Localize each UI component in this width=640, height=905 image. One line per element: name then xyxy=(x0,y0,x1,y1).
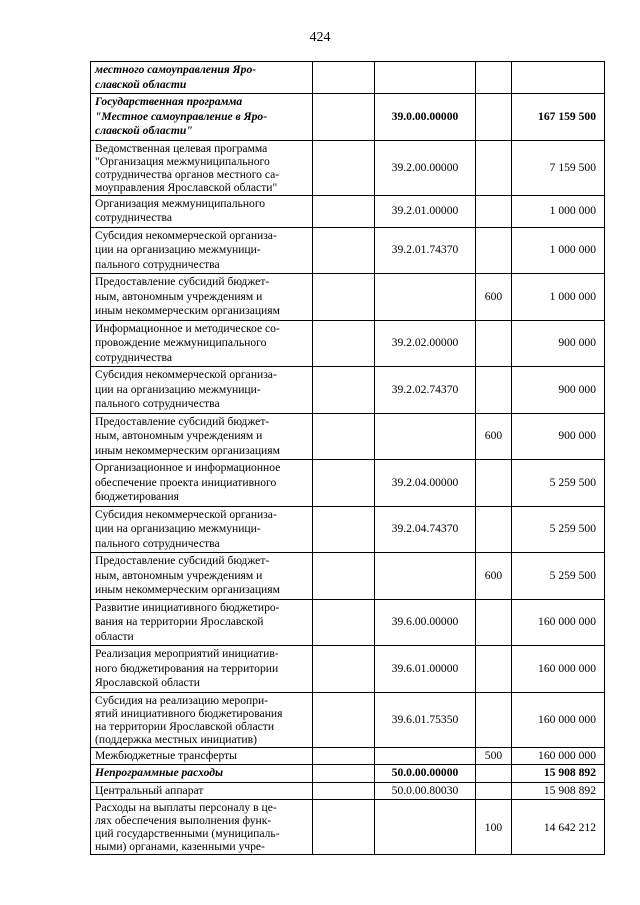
empty-cell xyxy=(313,553,375,600)
empty-cell xyxy=(313,765,375,783)
row-expense-type xyxy=(476,765,512,783)
table-row xyxy=(91,800,605,855)
row-expense-type xyxy=(476,227,512,274)
empty-cell xyxy=(313,62,375,94)
row-expense-type xyxy=(476,195,512,227)
table-row xyxy=(91,274,605,321)
row-code xyxy=(375,274,476,321)
row-name: Расходы на выплаты персоналу в це- лях обеспечения выполнения функ- ций государственными (муниципаль- ными) органами, казенными учре- xyxy=(91,800,313,855)
row-code: 39.2.02.00000 xyxy=(375,320,476,367)
row-amount: 7 159 500 xyxy=(512,140,605,195)
row-code: 39.2.01.74370 xyxy=(375,227,476,274)
empty-cell xyxy=(313,195,375,227)
row-amount: 1 000 000 xyxy=(512,195,605,227)
row-code: 39.6.01.00000 xyxy=(375,646,476,693)
row-name: Центральный аппарат xyxy=(91,782,313,800)
row-amount: 14 642 212 xyxy=(512,800,605,855)
row-name: Предоставление субсидий бюджет- ным, автономным учреждениям и иным некоммерческим организациям xyxy=(91,413,313,460)
row-name: Организация межмуниципального сотрудничества xyxy=(91,195,313,227)
row-name: Ведомственная целевая программа "Организация межмуниципального сотрудничества органов местного са- моуправления Ярославской области" xyxy=(91,140,313,195)
empty-cell xyxy=(313,413,375,460)
row-amount: 900 000 xyxy=(512,367,605,414)
row-expense-type xyxy=(476,506,512,553)
empty-cell xyxy=(313,274,375,321)
row-code: 39.6.00.00000 xyxy=(375,599,476,646)
empty-cell xyxy=(313,140,375,195)
row-code xyxy=(375,800,476,855)
table-row xyxy=(91,413,605,460)
table-row xyxy=(91,646,605,693)
empty-cell xyxy=(313,800,375,855)
row-name: Предоставление субсидий бюджет- ным, автономным учреждениям и иным некоммерческим организациям xyxy=(91,553,313,600)
row-code: 50.0.00.00000 xyxy=(375,765,476,783)
empty-cell xyxy=(313,506,375,553)
row-expense-type xyxy=(476,646,512,693)
row-name: Реализация мероприятий инициатив- ного бюджетирования на территории Ярославской области xyxy=(91,646,313,693)
row-code xyxy=(375,553,476,600)
empty-cell xyxy=(313,460,375,507)
table-row xyxy=(91,62,605,94)
row-code: 39.2.04.74370 xyxy=(375,506,476,553)
empty-cell xyxy=(313,692,375,747)
table-row xyxy=(91,553,605,600)
row-expense-type xyxy=(476,599,512,646)
row-code: 39.2.01.00000 xyxy=(375,195,476,227)
row-amount: 1 000 000 xyxy=(512,227,605,274)
row-amount: 167 159 500 xyxy=(512,94,605,141)
row-name: Межбюджетные трансферты xyxy=(91,747,313,765)
table-row xyxy=(91,782,605,800)
row-name: Предоставление субсидий бюджет- ным, автономным учреждениям и иным некоммерческим организациям xyxy=(91,274,313,321)
row-code: 39.2.04.00000 xyxy=(375,460,476,507)
row-name: местного самоуправления Яро- славской области xyxy=(91,62,313,94)
budget-table xyxy=(90,61,605,855)
row-amount: 160 000 000 xyxy=(512,646,605,693)
row-code xyxy=(375,747,476,765)
empty-cell xyxy=(313,646,375,693)
row-name: Субсидия некоммерческой организа- ции на организацию межмуници- пального сотрудничества xyxy=(91,506,313,553)
empty-cell xyxy=(313,320,375,367)
row-amount: 160 000 000 xyxy=(512,692,605,747)
table-row xyxy=(91,747,605,765)
row-code: 39.2.00.00000 xyxy=(375,140,476,195)
row-code: 39.6.01.75350 xyxy=(375,692,476,747)
row-expense-type: 600 xyxy=(476,274,512,321)
row-expense-type xyxy=(476,94,512,141)
table-row xyxy=(91,367,605,414)
empty-cell xyxy=(313,782,375,800)
row-amount: 900 000 xyxy=(512,413,605,460)
row-amount xyxy=(512,62,605,94)
row-name: Организационное и информационное обеспечение проекта инициативного бюджетирования xyxy=(91,460,313,507)
row-expense-type xyxy=(476,367,512,414)
row-expense-type xyxy=(476,460,512,507)
table-row xyxy=(91,140,605,195)
table-row xyxy=(91,94,605,141)
row-amount: 900 000 xyxy=(512,320,605,367)
row-expense-type xyxy=(476,140,512,195)
table-row xyxy=(91,320,605,367)
row-expense-type xyxy=(476,692,512,747)
table-row xyxy=(91,460,605,507)
table-row xyxy=(91,227,605,274)
row-code xyxy=(375,413,476,460)
row-amount: 5 259 500 xyxy=(512,553,605,600)
row-amount: 15 908 892 xyxy=(512,765,605,783)
row-expense-type: 500 xyxy=(476,747,512,765)
row-code: 39.0.00.00000 xyxy=(375,94,476,141)
empty-cell xyxy=(313,747,375,765)
empty-cell xyxy=(313,599,375,646)
row-amount: 1 000 000 xyxy=(512,274,605,321)
table-row xyxy=(91,506,605,553)
row-expense-type xyxy=(476,782,512,800)
row-code xyxy=(375,62,476,94)
row-code: 50.0.00.80030 xyxy=(375,782,476,800)
row-expense-type xyxy=(476,62,512,94)
row-amount: 15 908 892 xyxy=(512,782,605,800)
row-expense-type: 600 xyxy=(476,553,512,600)
table-row xyxy=(91,599,605,646)
row-expense-type: 100 xyxy=(476,800,512,855)
row-name: Субсидия некоммерческой организа- ции на организацию межмуници- пального сотрудничества xyxy=(91,367,313,414)
row-amount: 5 259 500 xyxy=(512,506,605,553)
row-amount: 160 000 000 xyxy=(512,747,605,765)
row-name: Субсидия некоммерческой организа- ции на организацию межмуници- пального сотрудничества xyxy=(91,227,313,274)
page-number: 424 xyxy=(309,30,331,45)
empty-cell xyxy=(313,367,375,414)
row-name: Субсидия на реализацию меропри- ятий инициативного бюджетирования на территории Ярославской области (поддержка местных инициатив) xyxy=(91,692,313,747)
row-code: 39.2.02.74370 xyxy=(375,367,476,414)
row-name: Информационное и методическое со- провождение межмуниципального сотрудничества xyxy=(91,320,313,367)
table-row xyxy=(91,195,605,227)
row-amount: 160 000 000 xyxy=(512,599,605,646)
empty-cell xyxy=(313,227,375,274)
row-name: Государственная программа "Местное самоуправление в Яро- славской области" xyxy=(91,94,313,141)
table-row xyxy=(91,765,605,783)
row-expense-type xyxy=(476,320,512,367)
row-name: Развитие инициативного бюджетиро- вания на территории Ярославской области xyxy=(91,599,313,646)
empty-cell xyxy=(313,94,375,141)
row-expense-type: 600 xyxy=(476,413,512,460)
table-row xyxy=(91,692,605,747)
row-amount: 5 259 500 xyxy=(512,460,605,507)
row-name: Непрограммные расходы xyxy=(91,765,313,783)
